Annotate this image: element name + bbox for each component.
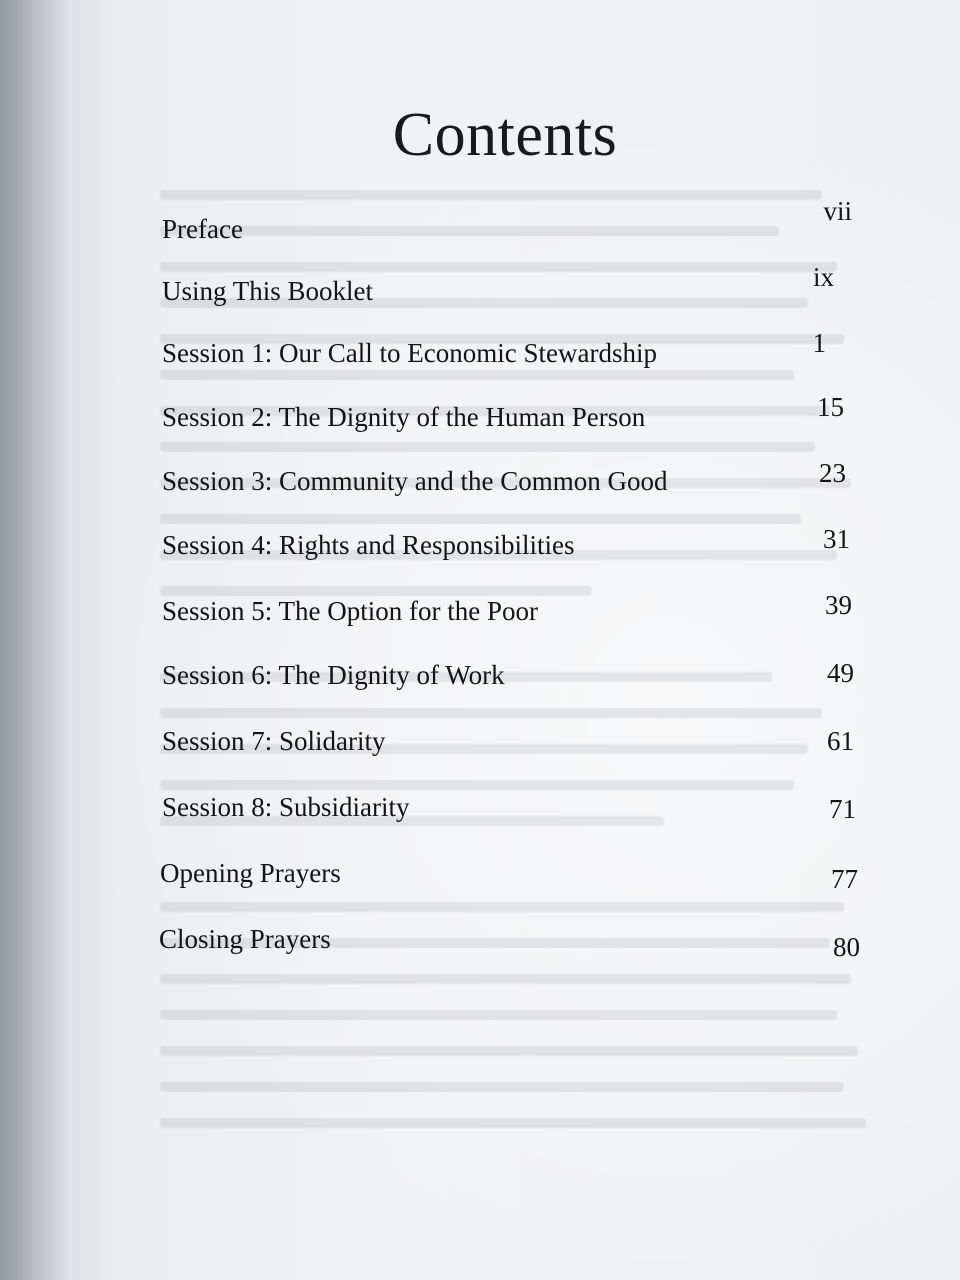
toc-entry-label: Opening Prayers	[160, 858, 341, 888]
toc-entry-label: Session 5: The Option for the Poor	[162, 596, 538, 626]
toc-entry-label: Session 8: Subsidiarity	[162, 792, 410, 822]
toc-entry-page: ix	[812, 262, 834, 292]
toc-entry-label: Session 2: The Dignity of the Human Person	[162, 402, 646, 432]
table-of-contents	[159, 0, 862, 1280]
toc-entry	[162, 660, 862, 700]
toc-entry-page: 49	[827, 658, 854, 688]
toc-entry	[162, 792, 862, 832]
toc-entry-label: Session 1: Our Call to Economic Stewardship	[162, 338, 657, 368]
toc-entry-label: Session 4: Rights and Responsibilities	[162, 530, 575, 560]
toc-entry	[162, 196, 862, 254]
toc-entry-page: 31	[823, 524, 850, 554]
toc-entry	[162, 524, 862, 570]
toc-entry-label: Session 6: The Dignity of Work	[162, 660, 505, 690]
toc-entry-page: 77	[831, 864, 858, 894]
toc-entry-page: vii	[823, 196, 852, 226]
toc-entry-label: Session 7: Solidarity	[162, 726, 386, 756]
toc-entry-page: 61	[827, 726, 854, 756]
toc-entry	[162, 726, 862, 766]
toc-entry-page: 1	[812, 328, 826, 358]
toc-entry	[162, 392, 862, 442]
toc-entry-label: Preface	[162, 214, 243, 244]
toc-entry-page: 71	[829, 794, 856, 824]
toc-entry	[162, 262, 862, 316]
toc-entry	[162, 858, 862, 898]
toc-entry-label: Using This Booklet	[162, 276, 374, 306]
toc-entry-page: 23	[819, 458, 846, 488]
toc-entry-page: 39	[825, 590, 852, 620]
toc-entry	[162, 328, 862, 378]
spine-shadow	[0, 0, 70, 1280]
toc-entry-label: Closing Prayers	[159, 924, 331, 954]
toc-entry-label: Session 3: Community and the Common Good	[162, 466, 668, 496]
toc-entry	[159, 924, 862, 964]
toc-entry	[162, 458, 862, 506]
toc-entry	[162, 590, 862, 636]
toc-entry-page: 80	[833, 932, 860, 962]
toc-entry-page: 15	[817, 392, 844, 422]
page-title: Contents	[392, 101, 618, 169]
